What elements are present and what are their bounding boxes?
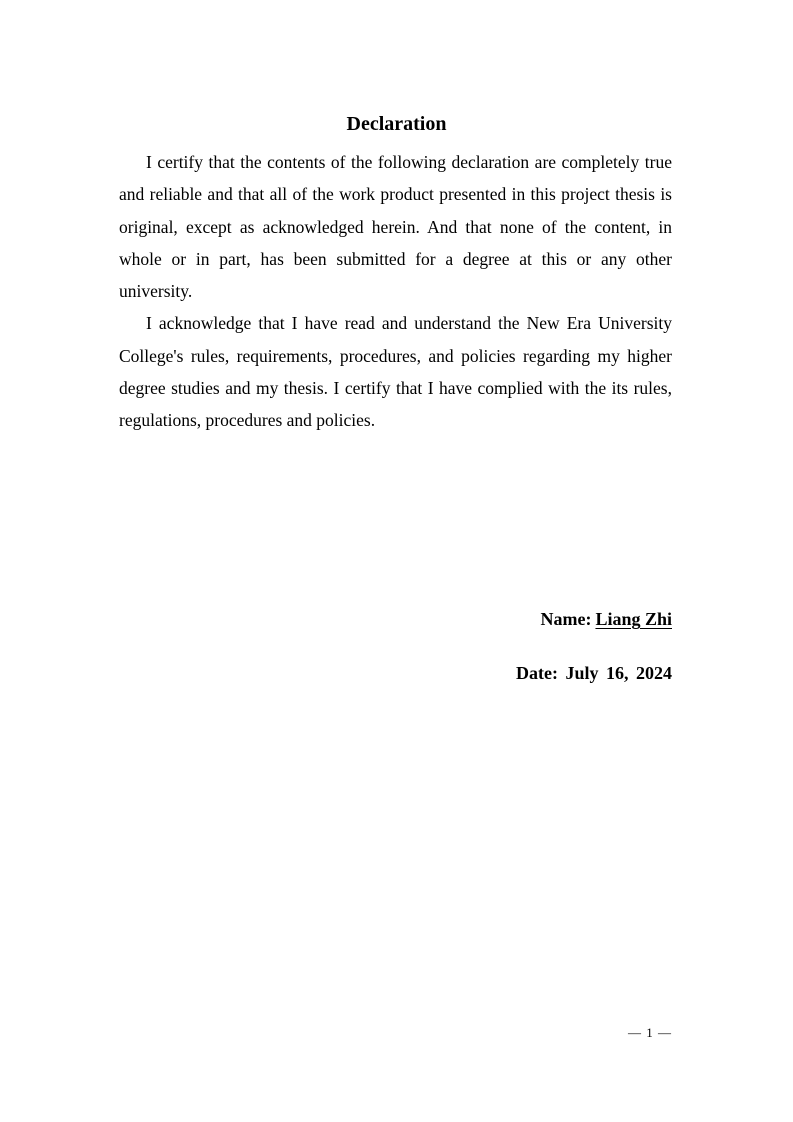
page-number: — 1 — — [628, 1025, 672, 1040]
name-label: Name: — [540, 609, 592, 629]
declaration-body — [119, 146, 672, 437]
signature-name-line — [540, 607, 672, 631]
page-title: Declaration — [346, 113, 447, 135]
date-value: July 16, 2024 — [565, 663, 672, 683]
declaration-paragraph-2: I acknowledge that I have read and understand the New Era University College's rules, requirements, procedures, and policies regarding my higher degree studies and my thesis. I certify that I have complied with the its rules, regulations, procedures and policies. — [119, 313, 672, 431]
signature-date-line — [516, 661, 672, 685]
name-value: Liang Zhi — [595, 609, 672, 629]
date-label: Date: — [516, 663, 558, 683]
declaration-paragraph-1: I certify that the contents of the following declaration are completely true and reliable and that all of the work product presented in this project thesis is original, except as acknowledged herein. And that none of the content, in whole or in part, has been submitted for a degree at this or any other university. — [119, 152, 672, 302]
